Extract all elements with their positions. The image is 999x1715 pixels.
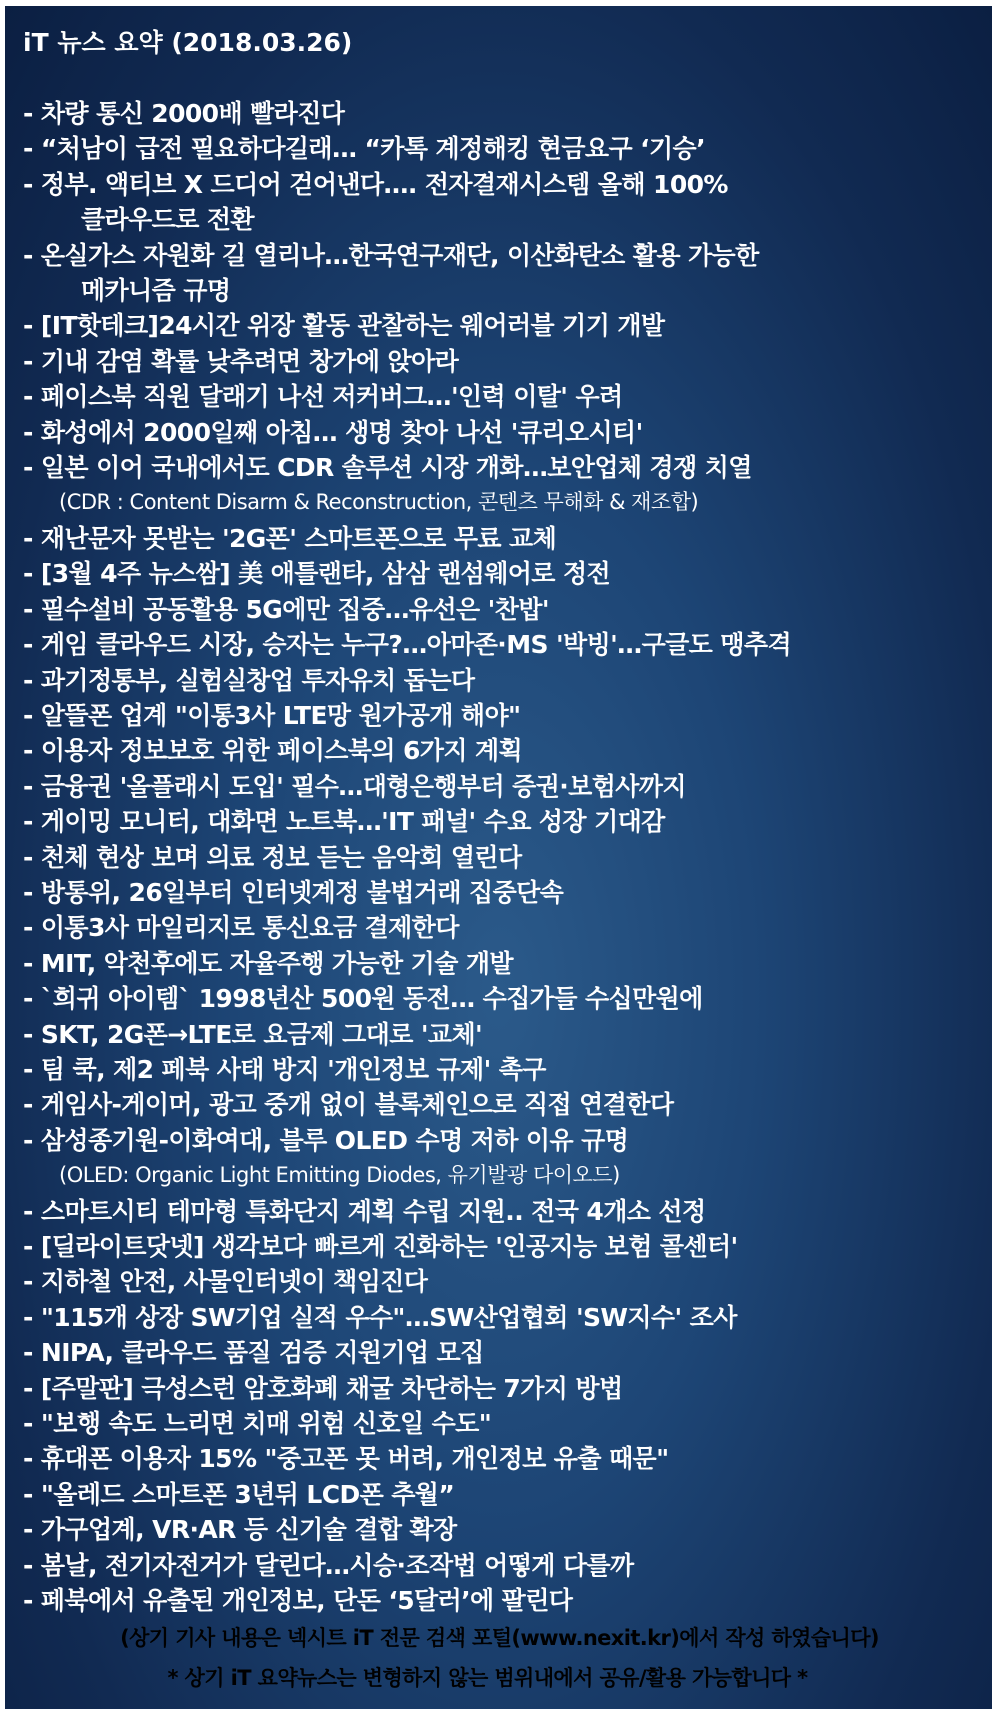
news-item: - 방통위, 26일부터 인터넷계정 불법거래 집중단속	[23, 877, 564, 907]
news-item: - `희귀 아이템` 1998년산 500원 동전… 수집가들 수십만원에	[23, 984, 703, 1014]
news-item: - "115개 상장 SW기업 실적 우수"…SW산업협회 'SW지수' 조사	[23, 1302, 737, 1332]
news-item: - 페북에서 유출된 개인정보, 단돈 ‘5달러’에 팔린다	[23, 1586, 573, 1616]
news-item-note: (CDR : Content Disarm & Reconstruction, 콘텐츠 무해화 & 재조합)	[59, 490, 699, 515]
news-item: - 알뜰폰 업계 "이통3사 LTE망 원가공개 해야"	[23, 700, 521, 730]
news-item: - "올레드 스마트폰 3년뒤 LCD폰 추월”	[23, 1479, 455, 1509]
news-item: - 기내 감염 확률 낮추려면 창가에 앉아라	[23, 346, 459, 376]
news-item: - [3월 4주 뉴스쌈] 美 애틀랜타, 삼삼 랜섬웨어로 정전	[23, 559, 611, 589]
news-item: - 스마트시티 테마형 특화단지 계획 수립 지원.. 전국 4개소 선정	[23, 1196, 706, 1226]
news-item: - 재난문자 못받는 '2G폰' 스마트폰으로 무료 교체	[23, 523, 557, 553]
news-item: - 과기정통부, 실험실창업 투자유치 돕는다	[23, 665, 475, 695]
news-item: - 삼성종기원-이화여대, 블루 OLED 수명 저하 이유 규명	[23, 1125, 629, 1155]
news-item: - 이용자 정보보호 위한 페이스북의 6가지 계획	[23, 736, 523, 766]
news-item: - "보행 속도 느리면 치매 위험 신호일 수도"	[23, 1409, 492, 1439]
news-item: - MIT, 악천후에도 자율주행 가능한 기술 개발	[23, 948, 513, 978]
news-item: - 게이밍 모니터, 대화면 노트북…'IT 패널' 수요 성장 기대감	[23, 807, 665, 837]
news-item: - NIPA, 클라우드 품질 검증 지원기업 모집	[23, 1338, 484, 1368]
news-summary-panel	[5, 6, 992, 1709]
news-item-continuation: 클라우드로 전환	[81, 205, 254, 235]
news-item: - 일본 이어 국내에서도 CDR 솔루션 시장 개화…보안업체 경쟁 치열	[23, 453, 752, 483]
news-item: - [IT핫테크]24시간 위장 활동 관찰하는 웨어러블 기기 개발	[23, 311, 665, 341]
news-item: - 게임사-게이머, 광고 중개 없이 블록체인으로 직접 연결한다	[23, 1090, 674, 1120]
news-item: - 페이스북 직원 달래기 나선 저커버그…'인력 이탈' 우려	[23, 382, 623, 412]
news-item: - 온실가스 자원화 길 열리나…한국연구재단, 이산화탄소 활용 가능한	[23, 240, 759, 270]
news-item: - 가구업계, VR·AR 등 신기술 결합 확장	[23, 1515, 457, 1545]
news-item: - [주말판] 극성스런 암호화폐 채굴 차단하는 7가지 방법	[23, 1373, 623, 1403]
news-item: - 팀 쿡, 제2 페북 사태 방지 '개인정보 규제' 촉구	[23, 1054, 546, 1084]
news-item: - 필수설비 공동활용 5G에만 집중…유선은 '찬밥'	[23, 594, 549, 624]
news-item: - 천체 현상 보며 의료 정보 듣는 음악회 열린다	[23, 842, 522, 872]
news-item: - 봄날, 전기자전거가 달린다…시승·조작법 어떻게 다를까	[23, 1550, 634, 1580]
news-item: - [딜라이트닷넷] 생각보다 빠르게 진화하는 '인공지능 보험 콜센터'	[23, 1232, 738, 1261]
news-item: - 정부. 액티브 X 드디어 걷어낸다…. 전자결재시스템 올해 100%	[23, 169, 728, 199]
news-item: - 게임 클라우드 시장, 승자는 누구?…아마존·MS '박빙'…구글도 맹추격	[23, 630, 791, 660]
news-item: - 이통3사 마일리지로 통신요금 결제한다	[23, 913, 459, 943]
news-item: - 휴대폰 이용자 15% "중고폰 못 버려, 개인정보 유출 때문"	[23, 1444, 669, 1474]
news-item-note: (OLED: Organic Light Emitting Diodes, 유기발광 다이오드)	[59, 1163, 620, 1188]
news-item: - 지하철 안전, 사물인터넷이 책임진다	[23, 1267, 428, 1297]
news-item: - “처남이 급전 필요하다길래… “카톡 계정해킹 현금요구 ‘기승’	[23, 134, 706, 164]
news-item: - SKT, 2G폰→LTE로 요금제 그대로 '교체'	[23, 1019, 483, 1049]
news-item: - 화성에서 2000일째 아침… 생명 찾아 나선 '큐리오시티'	[23, 417, 643, 447]
news-list	[23, 96, 978, 1618]
footer-usage-note: * 상기 iT 요약뉴스는 변형하지 않는 범위내에서 공유/활용 가능합니다 *	[167, 1666, 808, 1690]
footer-source-note: (상기 기사 내용은 넥시트 iT 전문 검색 포털(www.nexit.kr)에서 작성 하였습니다)	[120, 1626, 879, 1650]
news-item-continuation: 메카니즘 규명	[81, 276, 231, 306]
news-item: - 금융권 '올플래시 도입' 필수…대형은행부터 증권·보험사까지	[23, 771, 686, 801]
page-title: iT 뉴스 요약 (2018.03.26)	[23, 28, 353, 57]
news-item: - 차량 통신 2000배 빨라진다	[23, 99, 345, 128]
